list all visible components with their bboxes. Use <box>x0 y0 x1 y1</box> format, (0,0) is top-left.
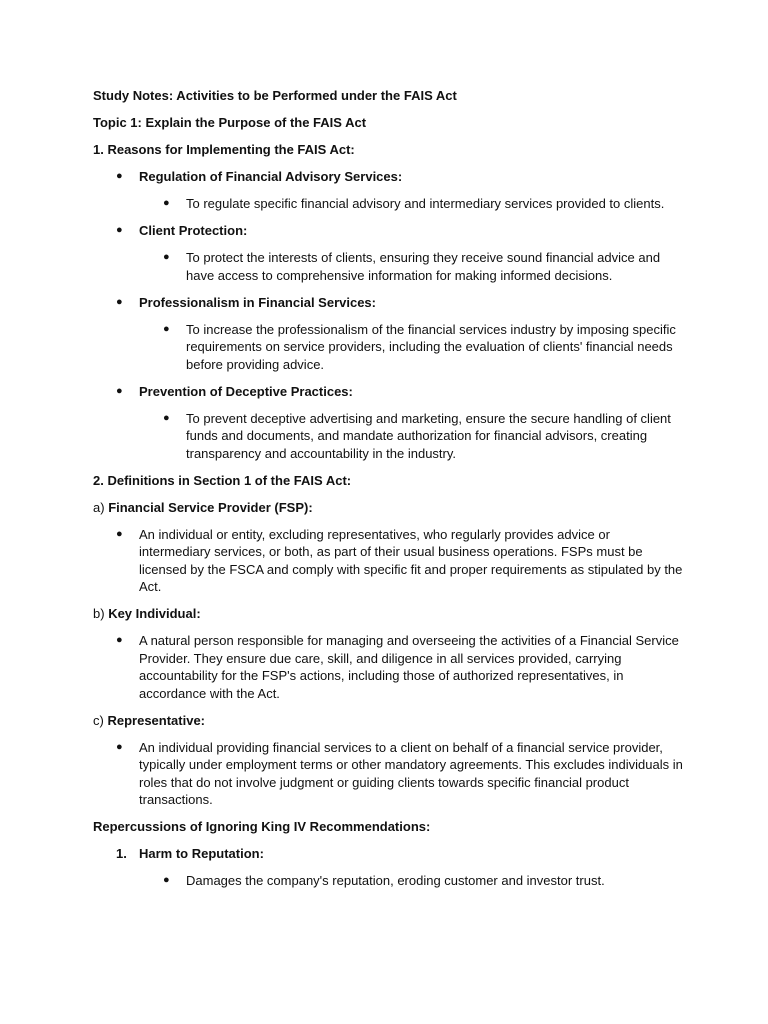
bullet-icon: ● <box>116 224 123 236</box>
document-title: Study Notes: Activities to be Performed under the FAIS Act <box>93 88 457 103</box>
bullet-icon: ● <box>116 384 123 397</box>
bullet-icon: ● <box>116 634 123 646</box>
definition-text: ● A natural person responsible for managing and overseeing the activities of a Financial Service Provider. They ensure due care, skill, and diligence in all services provided, carrying accountability for the FSP's actions, including those of authorized representatives, in accordance with the Act. <box>116 633 679 701</box>
definition-text: ● An individual or entity, excluding representatives, who regularly provides advice or intermediary services, or both, as part of their usual business operations. FSPs must be licensed by the FSCA and comply with specific fit and proper requirements as stipulated by the Act. <box>116 526 683 594</box>
numbered-item-title: 1. Harm to Reputation: <box>116 846 264 861</box>
list-item-text: ● To regulate specific financial advisory and intermediary services provided to clients. <box>163 196 665 211</box>
item-number: 1. <box>116 846 127 861</box>
definition-term: b) Key Individual: <box>93 606 201 621</box>
bullet-icon: ● <box>163 251 170 263</box>
bullet-icon: ● <box>163 411 170 424</box>
list-item-text: ● Damages the company's reputation, eroding customer and investor trust. <box>163 873 605 888</box>
definition-text: ● An individual providing financial services to a client on behalf of a financial service provider, typically under employment terms or other mandatory agreements. This excludes individuals in roles that do not involve judgment or guiding clients towards specific financial product transactions. <box>116 739 683 807</box>
bullet-icon: ● <box>163 322 170 335</box>
bullet-icon: ● <box>116 527 123 540</box>
definition-term: c) Representative: <box>93 712 206 728</box>
list-item-text: ● To prevent deceptive advertising and marketing, ensure the secure handling of client funds and documents, and mandate authorization for financial advisors, creating transparency and accountability in the industry. <box>163 410 671 461</box>
list-item-title: ● Prevention of Deceptive Practices: <box>116 383 353 399</box>
bullet-icon: ● <box>116 740 123 753</box>
section-heading-definitions: 2. Definitions in Section 1 of the FAIS Act: <box>93 472 352 488</box>
list-item-title: ● Professionalism in Financial Services: <box>116 294 376 310</box>
bullet-icon: ● <box>163 197 170 209</box>
section-heading-repercussions: Repercussions of Ignoring King IV Recommendations: <box>93 819 431 834</box>
bullet-icon: ● <box>116 295 123 308</box>
list-item-title: ● Client Protection: <box>116 223 248 238</box>
document-body <box>93 87 683 899</box>
topic-heading: Topic 1: Explain the Purpose of the FAIS Act <box>93 115 367 130</box>
definition-term: a) Financial Service Provider (FSP): <box>93 499 313 515</box>
list-item-title: ● Regulation of Financial Advisory Services: <box>116 169 403 184</box>
bullet-icon: ● <box>163 874 170 886</box>
bullet-icon: ● <box>116 170 123 182</box>
list-item-text: ● To increase the professionalism of the financial services industry by imposing specific requirements on service providers, including the evaluation of clients' financial needs before providing advice. <box>163 321 676 372</box>
section-heading-reasons: 1. Reasons for Implementing the FAIS Act: <box>93 142 355 157</box>
list-item-text: ● To protect the interests of clients, ensuring they receive sound financial advice and have access to comprehensive information for making informed decisions. <box>163 250 661 283</box>
